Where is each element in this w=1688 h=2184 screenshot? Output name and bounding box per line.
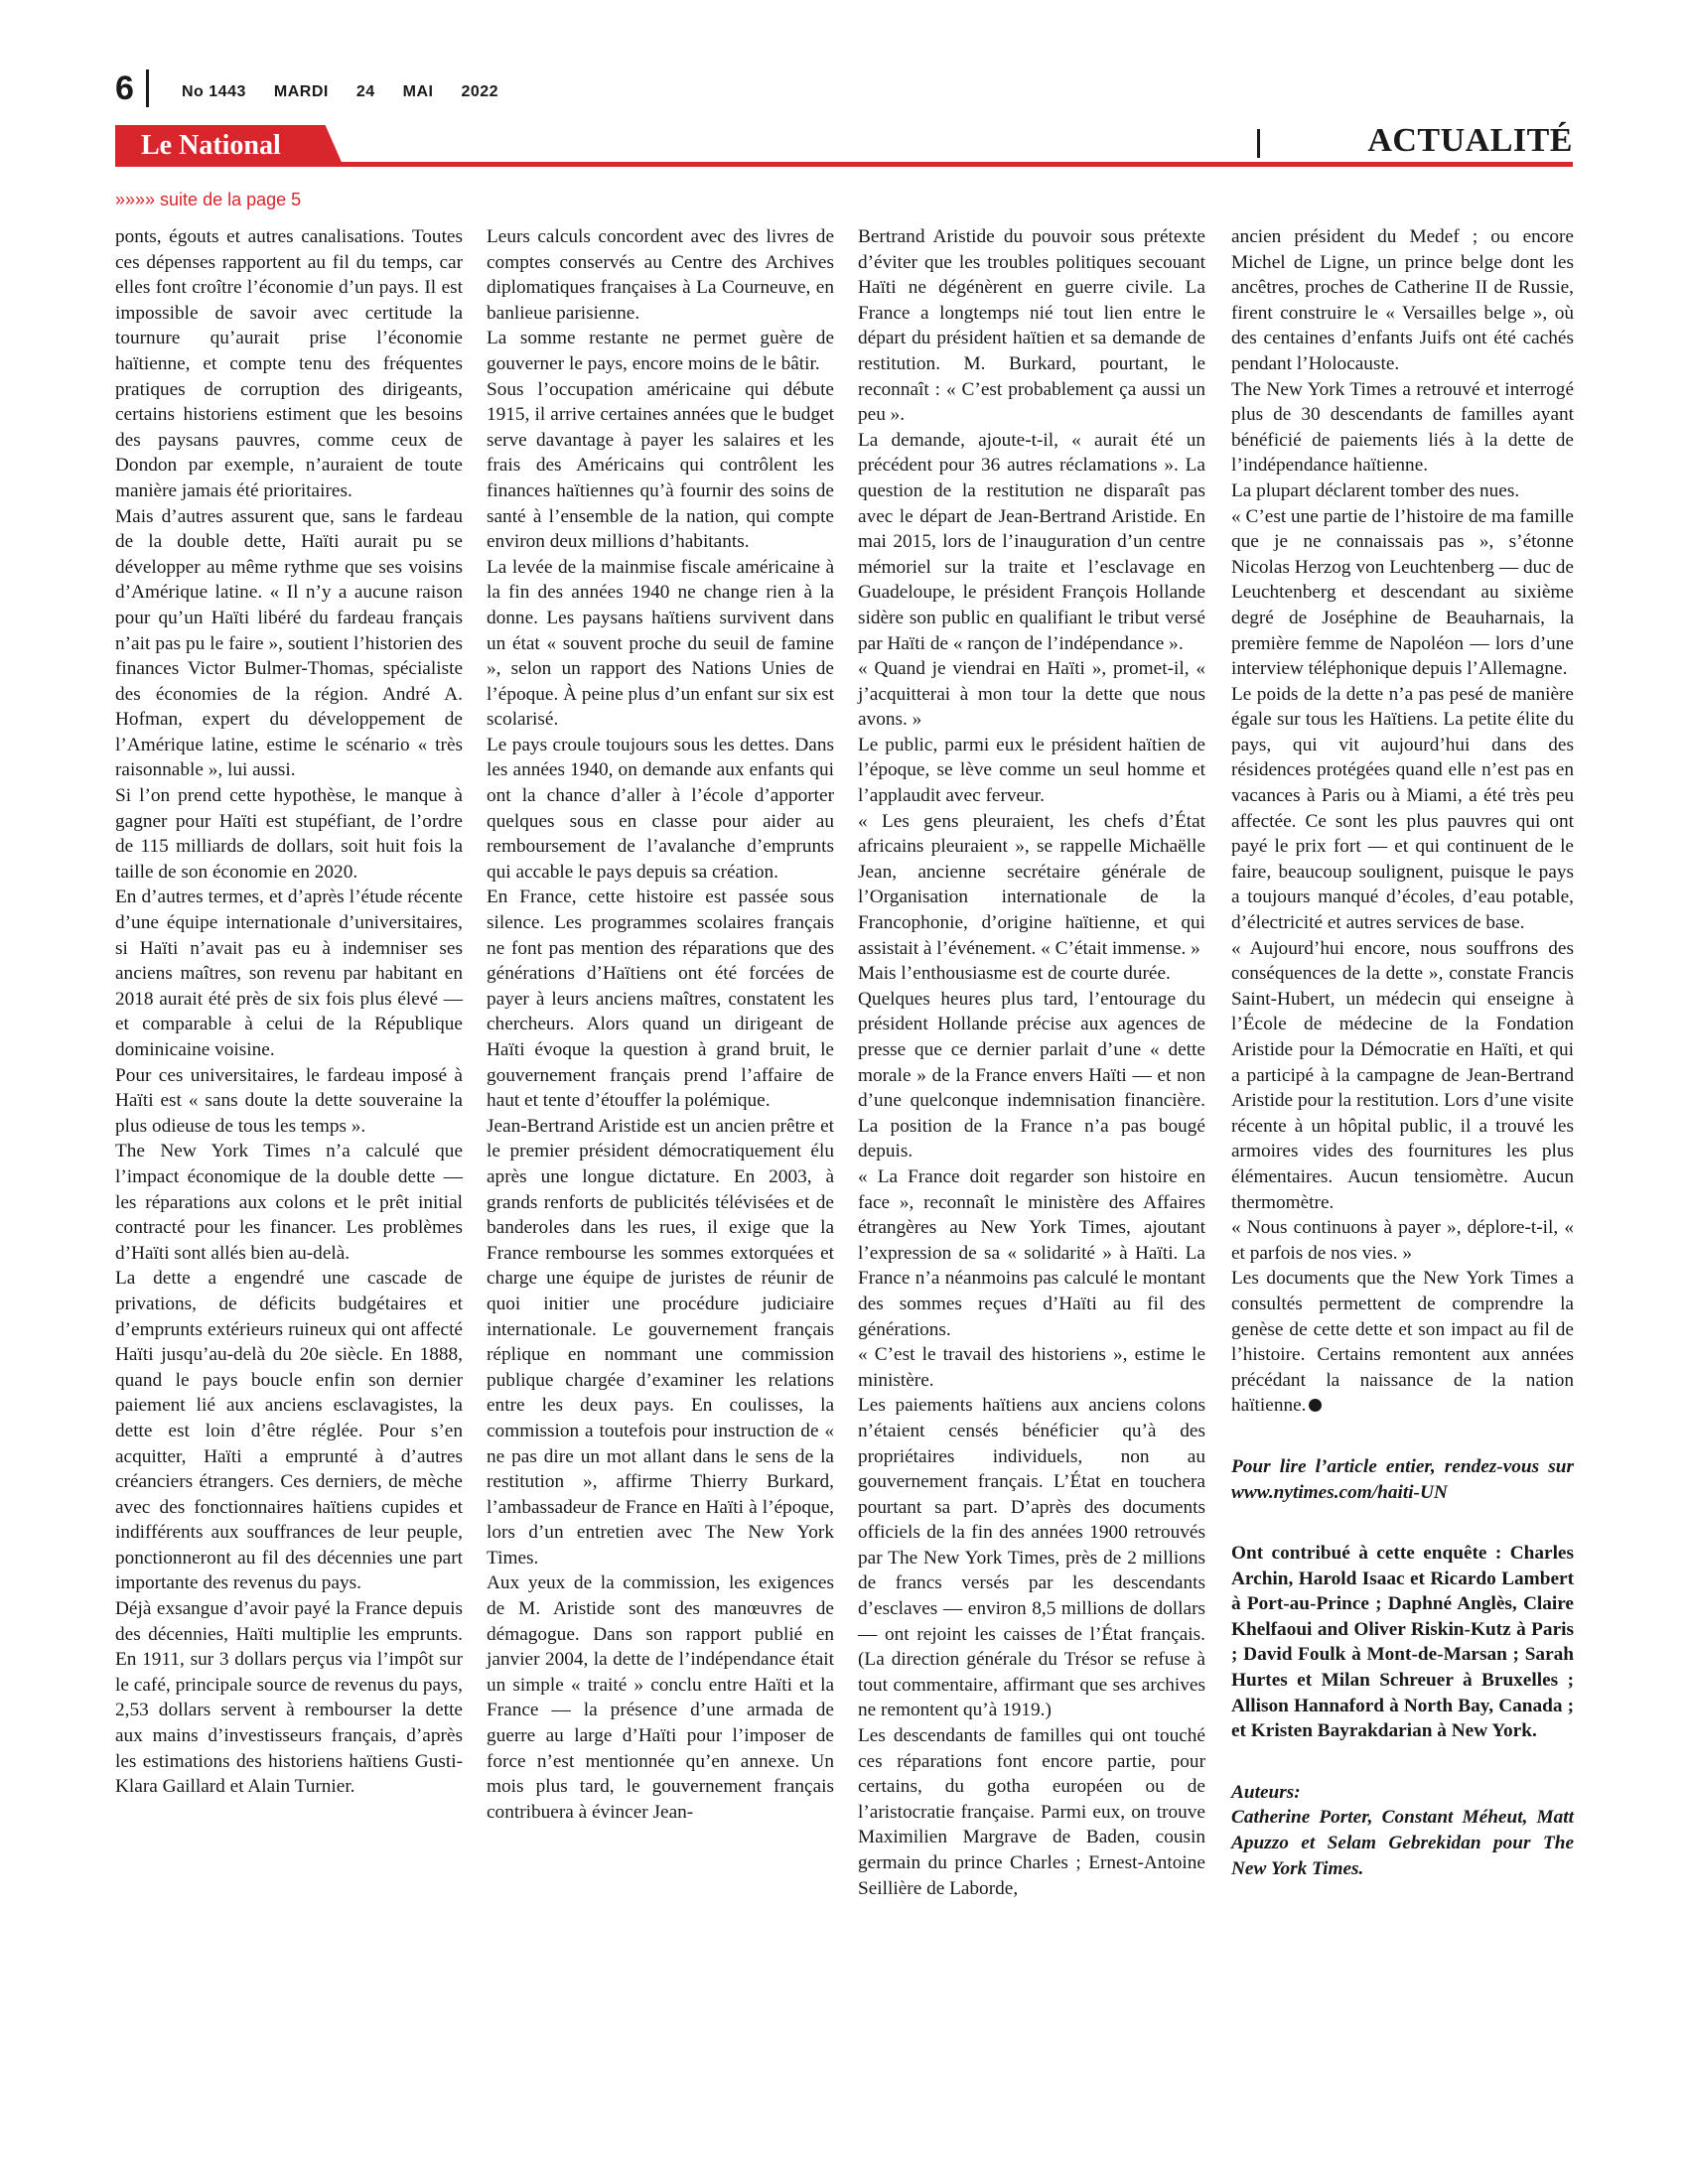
continued-from: »»»» suite de la page 5 (115, 190, 302, 209)
paragraph: Les paiements haïtiens aux anciens colons n’étaient censés bénéficier qu’à des propriétaires individuels, non au gouvernement français. L’État en touchera pourtant sa part. D’après des documents officiels de la fin des années 1900 retrouvés par The New York Times, près de 2 millions de francs versés par les descendants d’esclaves — environ 8,5 millions de dollars — ont rejoint les caisses de l’État français. (La direction générale du Trésor se refuse à tout commentaire, affirmant que ses archives ne remontent qu’à 1919.) (858, 1395, 1205, 1721)
paragraph: Déjà exsangue d’avoir payé la France depuis des décennies, Haïti multiplie les emprunts. En 1911, sur 3 dollars perçus via l’impôt sur le café, principale source de revenus du pays, 2,53 dollars servent à rembourser la dette aux mains d’investisseurs français, d’après les estimations des historiens haïtiens Gusti-Klara Gaillard et Alain Turnier. (115, 1598, 463, 1798)
paragraph: « Les gens pleuraient, les chefs d’État africains pleuraient », se rappelle Michaëlle Jean, ancienne secrétaire générale de l’Organisation internationale de la Francophonie, d’origine haïtienne, et qui assistait à l’événement. « C’était immense. » (858, 810, 1205, 959)
authors-list: Catherine Porter, Constant Méheut, Matt Apuzzo et Selam Gebrekidan pour The New York Times. (1231, 1807, 1574, 1879)
paragraph: Les descendants de familles qui ont touché ces réparations font encore partie, pour certains, du gotha européen ou de l’aristocratie française. Parmi eux, on trouve Maximilien Margrave de Baden, cousin germain du prince Charles ; Ernest-Antoine Seillière de Laborde, (858, 1725, 1205, 1899)
paragraph: Quelques heures plus tard, l’entourage du président Hollande précise aux agences de presse que ce dernier parlait d’une « dette morale » de la France envers Haïti — et non d’une quelconque indemnisation financière. La position de la France n’a pas bougé depuis. (858, 988, 1205, 1162)
paragraph-text: Les documents que the New York Times a consultés permettent de comprendre la genèse de cette dette et son impact au fil de l’histoire. Certains remontent aux années précédant la naissance de la nation haïtienne. (1231, 1268, 1574, 1417)
paragraph: ancien président du Medef ; ou encore Michel de Ligne, un prince belge dont les ancêtres, proches de Catherine II de Russie, firent construire le « Versailles belge », où des centaines d’enfants Juifs ont été cachés pendant l’Holocauste. (1231, 226, 1574, 374)
section-divider (1257, 129, 1260, 158)
section-title: ACTUALITÉ (1367, 122, 1573, 159)
paragraph: « Quand je viendrai en Haïti », promet-il, « j’acquitterai à mon tour la dette que nous avons. » (858, 658, 1205, 731)
issue-day: 24 (355, 83, 375, 100)
paragraph: Sous l’occupation américaine qui débute 1915, il arrive certaines années que le budget serve davantage à payer les salaires et les frais des Américains qui contrôlent les finances haïtiennes qu’à fournir des soins de santé à l’ensemble de la nation, qui compte environ deux millions d’habitants. (487, 378, 834, 553)
paragraph: Leurs calculs concordent avec des livres de comptes conservés au Centre des Archives diplomatiques françaises à La Courneuve, en banlieue parisienne. (487, 226, 834, 324)
page-number-divider (146, 69, 149, 107)
paragraph: « C’est le travail des historiens », estime le ministère. (858, 1344, 1205, 1391)
issue-info (182, 83, 498, 101)
paragraph: The New York Times n’a calculé que l’impact économique de la double dette — les réparations aux colons et le prêt initial contracté pour les financer. Les problèmes d’Haïti sont allés bien au-delà. (115, 1141, 463, 1264)
paragraph: Mais l’enthousiasme est de courte durée. (858, 963, 1171, 985)
authors-label: Auteurs: (1231, 1781, 1301, 1803)
paragraph: La dette a engendré une cascade de privations, de déficits budgétaires et d’emprunts extérieurs ruineux qui ont affecté Haïti jusqu’au-delà du 20e siècle. En 1888, quand le pays boucle enfin son dernier paiement lié aux anciens esclavagistes, la dette est loin d’être réglée. Pour s’en acquitter, Haïti a emprunté à d’autres créanciers étrangers. Ces derniers, de mèche avec des fonctionnaires haïtiens cupides et indifférents aux souffrances de leur peuple, ponctionneront au fil des décennies une part importante des revenus du pays. (115, 1268, 463, 1594)
paragraph: The New York Times a retrouvé et interrogé plus de 30 descendants de familles ayant bénéficié de paiements liés à la dette de l’indépendance haïtienne. (1231, 378, 1574, 477)
issue-weekday: MARDI (273, 83, 329, 100)
paragraph: Le poids de la dette n’a pas pesé de manière égale sur tous les Haïtiens. La petite élite du pays, qui vit aujourd’hui dans des résidences protégées quand elle n’est pas en vacances à Paris ou à Miami, a été très peu affectée. Ce sont les plus pauvres qui ont payé le prix fort — et qui continuent de le faire, beaucoup soulignent, puisque le pays a toujours manqué d’écoles, d’eau potable, d’électricité et autres services de base. (1231, 683, 1574, 934)
paragraph-last (1231, 1266, 1574, 1419)
article-column-1 (115, 224, 463, 1800)
paragraph: Aux yeux de la commission, les exigences de M. Aristide sont des manœuvres de démagogue. Dans son rapport publié en janvier 2004, la dette de l’indépendance était un simple « traité » conclu entre Haïti et la France — la présence d’une armada de guerre au large d’Haïti pour l’imposer de force n’est mentionnée qu’en annexe. Un mois plus tard, le gouvernement français contribuera à évincer Jean- (487, 1572, 834, 1823)
read-more-note: Pour lire l’article entier, rendez-vous sur www.nytimes.com/haiti-UN (1231, 1455, 1574, 1503)
end-of-article-icon (1309, 1399, 1322, 1412)
paragraph: Le pays croule toujours sous les dettes. Dans les années 1940, on demande aux enfants qui ont la chance d’aller à l’école d’apporter quelques sous en classe pour aider au remboursement de l’avalanche d’emprunts qui accable le pays depuis sa création. (487, 734, 834, 883)
brand-name: Le National (141, 130, 281, 161)
paragraph: La demande, ajoute-t-il, « aurait été un précédent pour 36 autres réclamations ». La question de la restitution ne disparaît pas avec le départ de Jean-Bertrand Aristide. En mai 2015, lors de l’inauguration d’un centre mémoriel sur la traite et l’esclavage en Guadeloupe, le président François Hollande sidère son public en qualifiant le tribut versé par Haïti de « rançon de l’indépendance ». (858, 429, 1205, 654)
paragraph: Mais d’autres assurent que, sans le fardeau de la double dette, Haïti aurait pu se développer au même rythme que ses voisins d’Amérique latine. « Il n’y a aucune raison pour qu’un Haïti libéré du fardeau français n’ait pas pu le faire », soutient l’historien des finances Victor Bulmer-Thomas, spécialiste des économies de la région. André A. Hofman, expert du développement de l’Amérique latine, estime le scénario « très raisonnable », lui aussi. (115, 505, 463, 781)
paragraph: La somme restante ne permet guère de gouverner le pays, encore moins de le bâtir. (487, 328, 834, 374)
paragraph: La levée de la mainmise fiscale américaine à la fin des années 1940 ne change rien à la donne. Les paysans haïtiens survivent dans un état « souvent proche du seuil de famine », selon un rapport des Nations Unies de l’époque. À peine plus d’un enfant sur six est scolarisé. (487, 556, 834, 731)
paragraph: En France, cette histoire est passée sous silence. Les programmes scolaires français ne font pas mention des réparations que des générations d’Haïtiens ont été forcées de payer à leurs anciens maîtres, constatent les chercheurs. Alors quand un dirigeant de Haïti évoque la question à grand bruit, le gouvernement français prend l’affaire de haut et tente d’étouffer la polémique. (487, 887, 834, 1112)
issue-month: MAI (402, 83, 434, 100)
paragraph: Si l’on prend cette hypothèse, le manque à gagner pour Haïti est stupéfiant, de l’ordre de 115 milliards de dollars, soit huit fois la taille de son économie en 2020. (115, 785, 463, 883)
paragraph: « Aujourd’hui encore, nous souffrons des conséquences de la dette », constate Francis Saint-Hubert, un médecin qui enseigne à l’École de médecine de la Fondation Aristide pour la Démocratie en Haïti, et qui a participé à la campagne de Jean-Bertrand Aristide pour la restitution. Lors d’une visite récente à un hôpital public, il a trouvé les armoires vides des fournitures les plus élémentaires. Aucun tensiomètre. Aucun thermomètre. (1231, 937, 1574, 1213)
issue-year: 2022 (461, 83, 499, 100)
article-column-2 (487, 224, 834, 1825)
issue-number: No 1443 (182, 83, 246, 100)
paragraph: En d’autres termes, et d’après l’étude récente d’une équipe internationale d’universitaires, si Haïti n’avait pas eu à indemniser ses anciens maîtres, son revenu par habitant en 2018 aurait été près de six fois plus élevé — et comparable à celui de la République dominicaine voisine. (115, 887, 463, 1060)
paragraph: « La France doit regarder son histoire en face », reconnaît le ministère des Affaires étrangères au New York Times, ajoutant l’expression de sa « solidarité » à Haïti. La France n’a néanmoins pas calculé le montant des sommes reçues d’Haïti au fil des générations. (858, 1165, 1205, 1340)
paragraph: Le public, parmi eux le président haïtien de l’époque, se lève comme un seul homme et l’applaudit avec ferveur. (858, 734, 1205, 807)
article-column-3 (858, 224, 1205, 1901)
paragraph: Pour ces universitaires, le fardeau imposé à Haïti est « sans doute la dette souveraine la plus odieuse de tous les temps ». (115, 1064, 463, 1137)
paragraph: « Nous continuons à payer », déplore-t-il, « et parfois de nos vies. » (1231, 1217, 1574, 1264)
page-number: 6 (115, 69, 134, 107)
paragraph: « C’est une partie de l’histoire de ma famille que je ne connaissais pas », s’étonne Nicolas Herzog von Leuchtenberg — duc de Leuchtenberg et descendant au sixième degré de Joséphine de Beauharnais, la première femme de Napoléon — lors d’une interview téléphonique depuis l’Allemagne. (1231, 505, 1574, 680)
paragraph: ponts, égouts et autres canalisations. Toutes ces dépenses rapportent au fil du temps, car elles font croître l’économie d’un pays. Il est impossible de savoir avec certitude la tournure qu’aurait prise l’économie haïtienne, et compte tenu des fréquentes pratiques de corruption des dirigeants, certains historiens estiment que les besoins des paysans pauvres, comme ceux de Dondon par exemple, n’auraient de toute manière jamais été prioritaires. (115, 226, 463, 501)
article-column-4 (1231, 224, 1574, 1881)
paragraph: Jean-Bertrand Aristide est un ancien prêtre et le premier président démocratiquement élu après une longue dictature. En 2003, à grands renforts de publicités télévisées et de banderoles dans les rues, il exige que la France rembourse les sommes extorquées et charge une équipe de juristes de réunir de quoi initier une procédure judiciaire internationale. Le gouvernement français réplique en nommant une commission publique chargée d’examiner les relations entre les deux pays. En coulisses, la commission a toutefois pour instruction de « ne pas dire un mot allant dans le sens de la restitution », affirme Thierry Burkard, l’ambassadeur de France en Haïti à l’époque, lors d’un entretien avec The New York Times. (487, 1115, 834, 1569)
paragraph: La plupart déclarent tomber des nues. (1231, 479, 1520, 501)
paragraph: Bertrand Aristide du pouvoir sous prétexte d’éviter que les troubles politiques secouant Haïti ne dégénèrent en guerre civile. La France a longtemps nié tout lien entre le départ du président haïtien et sa demande de restitution. M. Burkard, pourtant, le reconnaît : « C’est probablement ça aussi un peu ». (858, 226, 1205, 426)
contributors-credits: Ont contribué à cette enquête : Charles Archin, Harold Isaac et Ricardo Lambert à Port-au-Prince ; Daphné Anglès, Claire Khelfaoui and Oliver Riskin-Kutz à Paris ; David Foulk à Mont-de-Marsan ; Sarah Hurtes et Milan Schreuer à Bruxelles ; Allison Hannaford à North Bay, Canada ; et Kristen Bayrakdarian à New York. (1231, 1543, 1574, 1742)
